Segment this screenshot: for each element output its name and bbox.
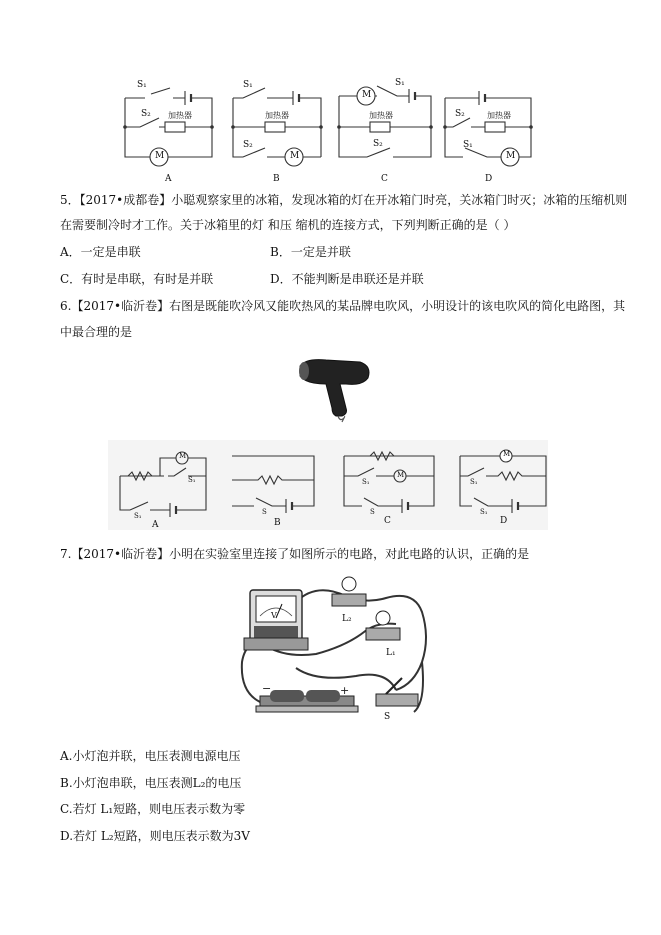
figure-dryer-circuits xyxy=(108,440,548,530)
dryer-circuits-svg xyxy=(108,440,548,530)
motor-label: M xyxy=(506,151,516,161)
voltmeter-label: V xyxy=(271,611,277,620)
q7-option-a: A.小灯泡并联，电压表测电源电压 xyxy=(60,749,241,763)
circuit-c xyxy=(337,86,433,157)
q7-option-c: C.若灯 L₁短路，则电压表示数为零 xyxy=(60,802,246,816)
circuit-label-c: C xyxy=(381,174,388,184)
circuit-label-b: B xyxy=(273,174,280,184)
switch-s-label: S xyxy=(384,712,391,722)
dryer-motor-label: M xyxy=(397,471,405,479)
q5-option-a: A．一定是串联 xyxy=(60,245,141,259)
q6-stem-line1: 6.【2017•临沂卷】右图是既能吹冷风又能吹热风的某品牌电吹风，小明设计的该电吹风的简化电路图，其 xyxy=(60,299,626,313)
motor-label: M xyxy=(155,151,165,161)
dryer-switch-label: S xyxy=(370,508,375,516)
switch-s1-label: S₁ xyxy=(137,80,147,90)
dryer-motor-label: M xyxy=(503,450,511,458)
hair-dryer-image xyxy=(296,356,376,426)
q7-option-d: D.若灯 L₂短路，则电压表示数为3V xyxy=(60,829,250,843)
heater-label: 加热器 xyxy=(487,111,511,120)
circuit-b xyxy=(231,88,323,166)
dryer-switch-label: S₁ xyxy=(188,476,196,484)
heater-circuits-svg xyxy=(115,78,535,188)
q7-stem: 7.【2017•临沂卷】小明在实验室里连接了如图所示的电路，对此电路的认识，正确的是 xyxy=(60,547,530,561)
q5-stem-line1: 5．【2017•成都卷】小聪观察家里的冰箱，发现冰箱的灯在开冰箱门时亮，关冰箱门时灭；冰箱的压缩机则 xyxy=(60,193,628,207)
dryer-switch-label: S xyxy=(262,508,267,516)
dryer-label-b: B xyxy=(274,518,281,528)
dryer-switch-label: S₁ xyxy=(480,508,488,516)
q5-option-c: C．有时是串联，有时是并联 xyxy=(60,272,214,286)
svg-text:−: − xyxy=(262,682,272,695)
lab-circuit-svg xyxy=(236,572,432,732)
switch-s2-label: S₂ xyxy=(141,109,151,119)
lamp-l1-label: L₁ xyxy=(386,648,396,658)
lamp-l2-label: L₂ xyxy=(342,614,352,624)
dryer-label-c: C xyxy=(384,516,391,526)
circuit-label-d: D xyxy=(485,174,493,184)
switch-s1-label: S₁ xyxy=(243,80,253,90)
heater-label: 加热器 xyxy=(168,111,192,120)
lab-circuit-image xyxy=(236,572,432,732)
switch-s1-label: S₁ xyxy=(463,140,473,150)
switch-s2-label: S₂ xyxy=(373,139,383,149)
heater-label: 加热器 xyxy=(369,111,393,120)
circuit-a xyxy=(123,88,214,166)
dryer-label-a: A xyxy=(152,520,159,530)
circuit-label-a: A xyxy=(165,174,172,184)
switch-s2-label: S₂ xyxy=(455,109,465,119)
q6-stem-line2: 中最合理的是 xyxy=(60,325,133,339)
switch-s2-label: S₂ xyxy=(243,140,253,150)
dryer-switch-label: S₁ xyxy=(134,512,142,520)
circuit-d xyxy=(443,91,533,166)
q5-option-b: B．一定是并联 xyxy=(270,245,351,259)
svg-text:+: + xyxy=(340,684,350,697)
dryer-switch-label: S₁ xyxy=(470,478,478,486)
figure-heater-circuits xyxy=(115,78,535,188)
q5-option-d: D．不能判断是串联还是并联 xyxy=(270,272,424,286)
q5-stem-line2: 在需要制冷时才工作。关于冰箱里的灯 和压 缩机的连接方式，下列判断正确的是（ ） xyxy=(60,218,516,232)
dryer-switch-label: S₁ xyxy=(362,478,370,486)
q7-option-b: B.小灯泡串联，电压表测L₂的电压 xyxy=(60,776,242,790)
heater-label: 加热器 xyxy=(265,111,289,120)
hair-dryer-icon xyxy=(296,356,376,426)
dryer-motor-label: M xyxy=(179,452,187,460)
motor-label: M xyxy=(290,151,300,161)
motor-label: M xyxy=(362,90,372,100)
switch-s1-label: S₁ xyxy=(395,78,405,88)
dryer-label-d: D xyxy=(500,516,508,526)
